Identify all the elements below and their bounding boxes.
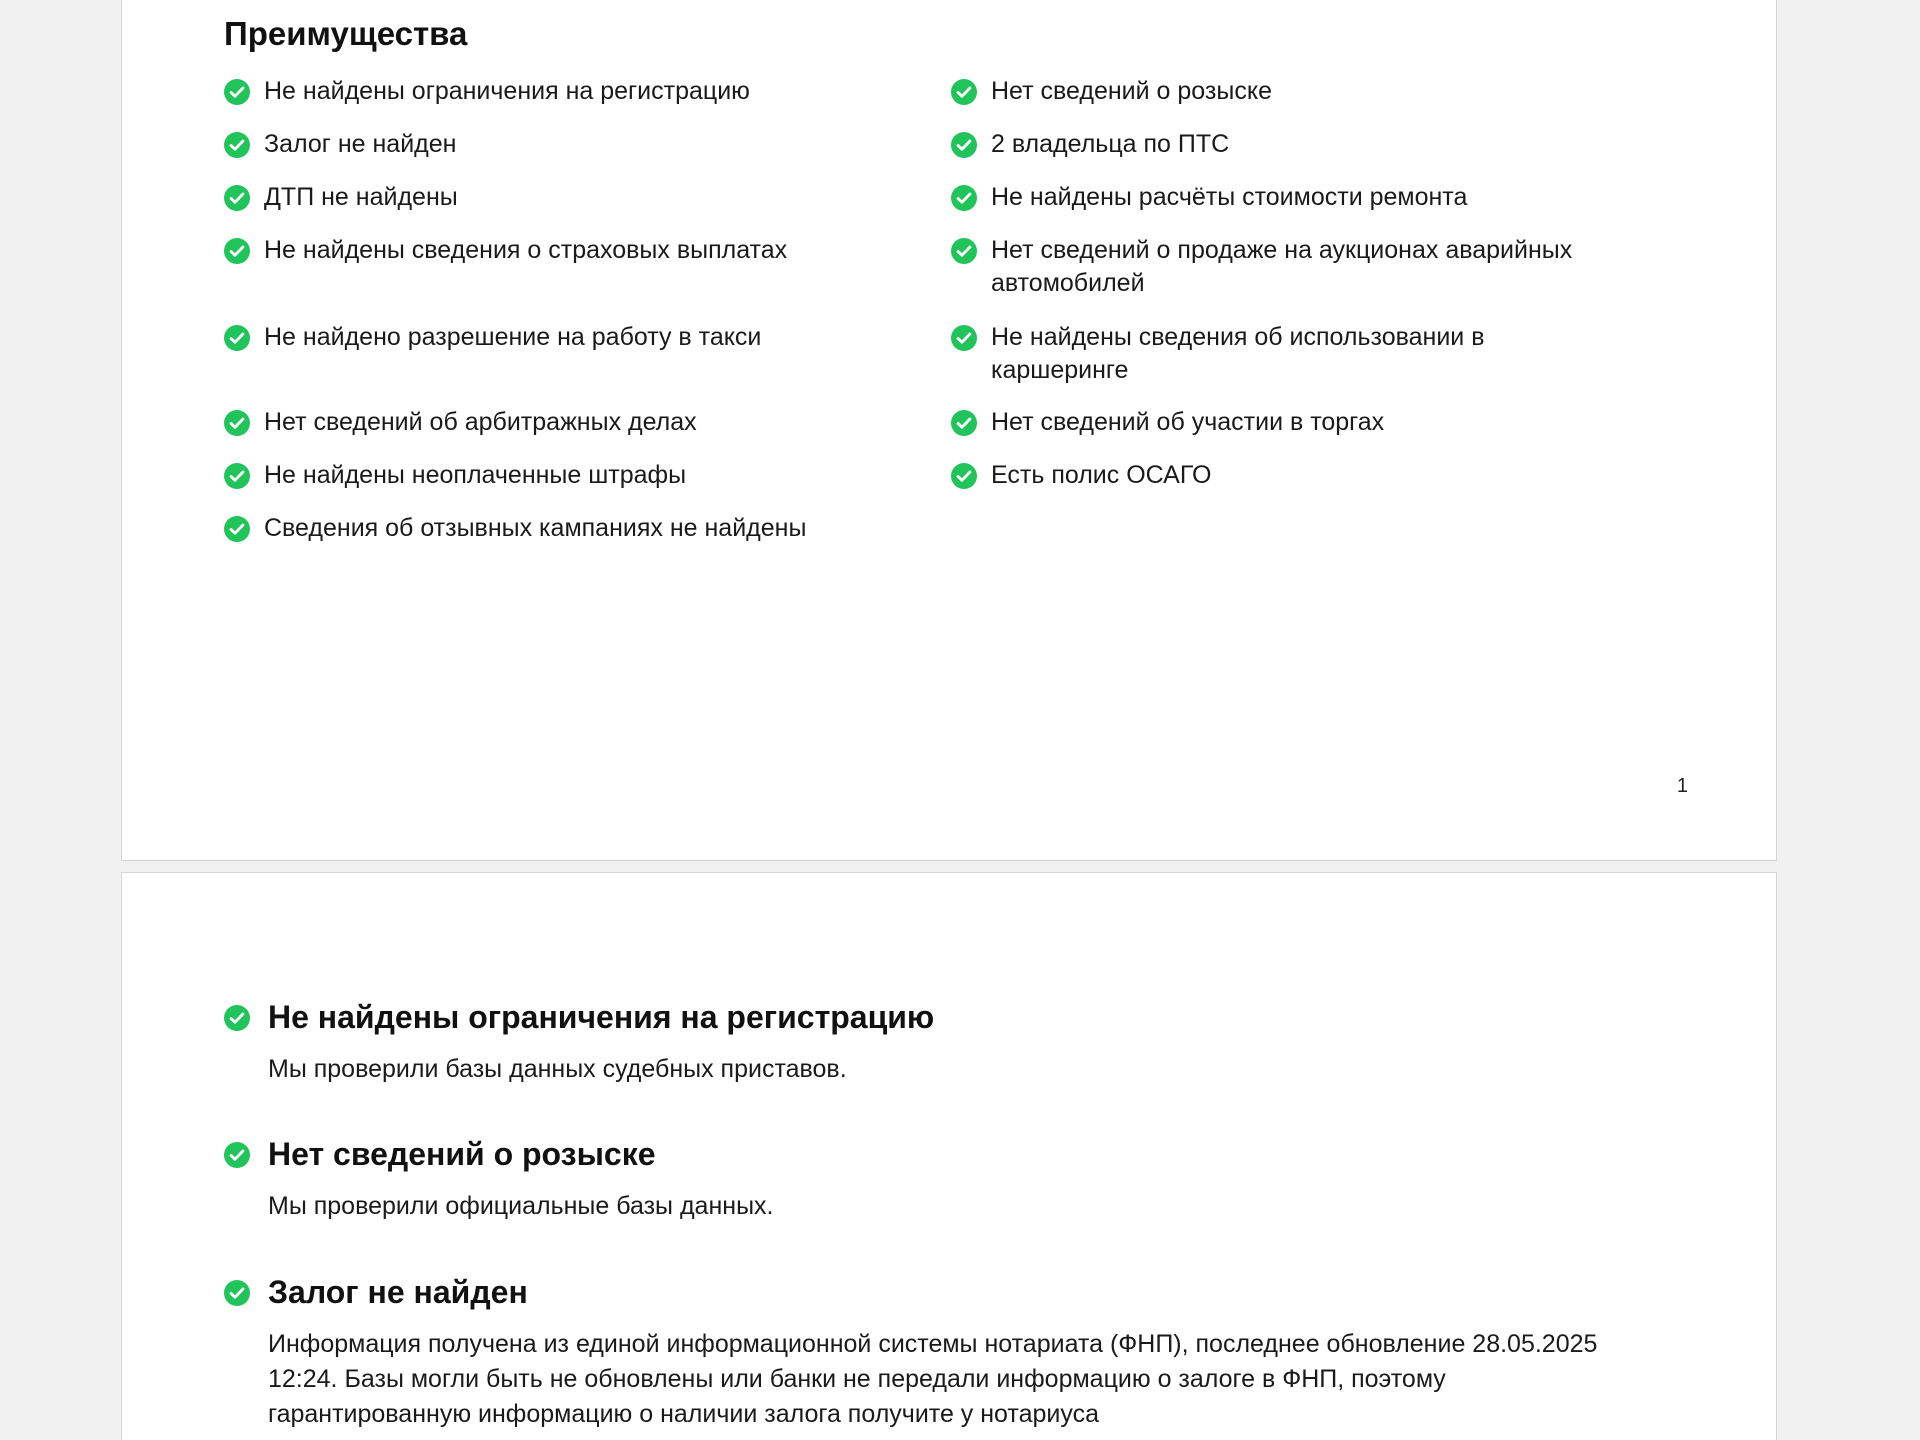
advantage-text: Залог не найден [264, 130, 457, 158]
advantage-text: Не найдены неоплаченные штрафы [264, 461, 687, 489]
check-circle-icon [224, 132, 250, 158]
advantage-text: Нет сведений о продаже на аукционах аварийных автомобилей [991, 236, 1573, 297]
advantage-item [224, 234, 924, 267]
advantage-text: Не найдены расчёты стоимости ремонта [991, 183, 1468, 211]
detail-header [224, 1136, 1664, 1173]
advantage-text: ДТП не найдены [264, 183, 458, 211]
detail-title: Залог не найден [268, 1274, 528, 1310]
check-circle-icon [224, 1005, 250, 1031]
check-circle-icon [951, 325, 977, 351]
advantage-text: Не найдены сведения о страховых выплатах [264, 236, 788, 264]
detail-description: Информация получена из единой информационной системы нотариата (ФНП), последнее обновление 28.05.2025 12:24. Базы могли быть не обновлены или банки не передали информацию о залоге в ФНП, поэтому гарантированную информацию о наличии залога получите у нотариуса [268, 1330, 1598, 1428]
check-circle-icon [951, 132, 977, 158]
advantage-item [951, 75, 1671, 108]
detail-section [224, 999, 1664, 1087]
check-circle-icon [224, 238, 250, 264]
advantage-item [951, 321, 1671, 387]
section-title: Преимущества [224, 15, 468, 52]
advantage-item [224, 128, 924, 161]
advantage-item [224, 75, 924, 108]
advantage-text: Не найдено разрешение на работу в такси [264, 323, 762, 351]
advantage-item [951, 234, 1671, 300]
check-circle-icon [951, 238, 977, 264]
check-circle-icon [224, 185, 250, 211]
document-page-2 [121, 872, 1777, 1440]
advantage-text: Не найдены ограничения на регистрацию [264, 77, 750, 105]
check-circle-icon [224, 410, 250, 436]
detail-section [224, 1136, 1664, 1224]
advantage-item [224, 406, 924, 439]
advantage-item [224, 181, 924, 214]
detail-header [224, 1274, 1664, 1311]
check-circle-icon [951, 410, 977, 436]
check-circle-icon [224, 1142, 250, 1168]
advantage-text: Нет сведений о розыске [991, 77, 1272, 105]
advantages-list-right [951, 75, 1671, 512]
advantage-item [224, 321, 924, 354]
check-circle-icon [224, 1280, 250, 1306]
advantage-text: Нет сведений об арбитражных делах [264, 408, 697, 436]
advantage-text: Не найдены сведения об использовании в каршеринге [991, 323, 1485, 384]
check-circle-icon [951, 463, 977, 489]
advantage-item [951, 128, 1671, 161]
advantage-item [951, 406, 1671, 439]
page-number: 1 [1676, 775, 1688, 797]
check-circle-icon [951, 79, 977, 105]
advantage-text: Сведения об отзывных кампаниях не найдены [264, 514, 807, 542]
check-circle-icon [224, 79, 250, 105]
advantage-text: 2 владельца по ПТС [991, 130, 1230, 158]
detail-header [224, 999, 1664, 1036]
check-circle-icon [224, 463, 250, 489]
advantages-list-left [224, 75, 924, 565]
advantage-text: Нет сведений об участии в торгах [991, 408, 1385, 436]
advantage-item [224, 459, 924, 492]
check-circle-icon [951, 185, 977, 211]
advantage-item [951, 181, 1671, 214]
document-page-1 [121, 0, 1777, 861]
check-circle-icon [224, 516, 250, 542]
advantage-item [224, 512, 924, 545]
advantage-text: Есть полис ОСАГО [991, 461, 1212, 489]
detail-section [224, 1274, 1664, 1432]
check-circle-icon [224, 325, 250, 351]
detail-description: Мы проверили официальные базы данных. [268, 1192, 774, 1220]
detail-title: Не найдены ограничения на регистрацию [268, 999, 935, 1035]
advantage-item [951, 459, 1671, 492]
detail-title: Нет сведений о розыске [268, 1136, 656, 1172]
detail-description: Мы проверили базы данных судебных приставов. [268, 1055, 847, 1083]
